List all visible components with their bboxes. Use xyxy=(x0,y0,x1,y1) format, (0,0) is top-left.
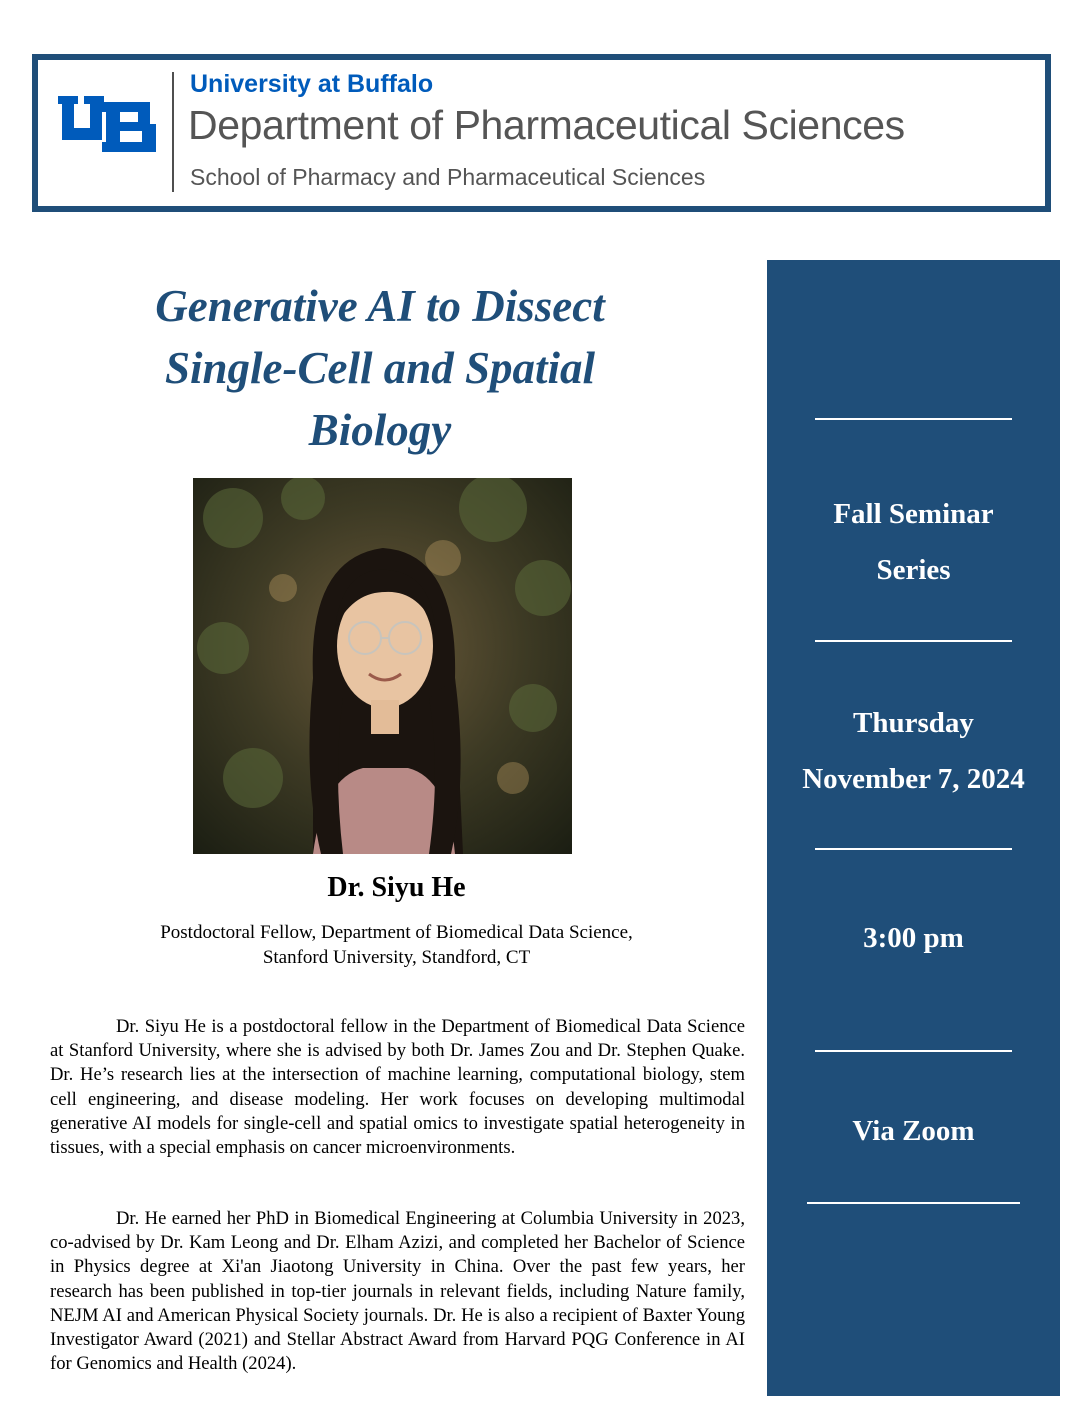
event-time: 3:00 pm xyxy=(863,922,964,954)
speaker-name: Dr. Siyu He xyxy=(327,872,466,903)
event-day: Thursday xyxy=(853,707,974,739)
event-details-sidebar xyxy=(767,260,1060,1396)
event-location: Via Zoom xyxy=(852,1115,975,1147)
ub-logo-icon xyxy=(56,96,162,154)
school-name: School of Pharmacy and Pharmaceutical Sciences xyxy=(190,164,706,190)
sidebar-divider xyxy=(815,418,1012,420)
bio-paragraph-1: Dr. Siyu He is a postdoctoral fellow in the Department of Biomedical Data Science at Stanford University, where she is advised by both Dr. James Zou and Dr. Stephen Quake. Dr. He’s research lies at the intersection of machine learning, computational biology, stem cell engineering, and disease modeling. Her work focuses on developing multimodal generative AI models for single-cell and spatial omics to investigate spatial heterogeneity in tissues, with a special emphasis on cancer microenvironments. xyxy=(50,1016,745,1159)
sidebar-divider xyxy=(815,640,1012,642)
header-divider xyxy=(172,72,174,192)
sidebar-divider xyxy=(807,1202,1020,1204)
department-name: Department of Pharmaceutical Sciences xyxy=(188,102,905,148)
bio-paragraph-2: Dr. He earned her PhD in Biomedical Engineering at Columbia University in 2023, co-advised by Dr. Kam Leong and Dr. Elham Azizi, and completed her Bachelor of Science in Physics degree at Xi'an Jiaotong University in China. Over the past few years, her research has been published in top-tier journals in relevant fields, including Nature family, NEJM AI and American Physical Society journals. Dr. He is also a recipient of Baxter Young Investigator Award (2021) and Stellar Abstract Award from Harvard PQG Conference in AI for Genomics and Health (2024). xyxy=(50,1208,745,1375)
title-line-3: Biology xyxy=(308,405,452,455)
event-full-date: November 7, 2024 xyxy=(802,763,1025,795)
speaker-photo xyxy=(193,478,572,854)
series-name xyxy=(767,486,1060,598)
sidebar-divider xyxy=(815,848,1012,850)
series-line-1: Fall Seminar xyxy=(833,498,994,530)
university-name: University at Buffalo xyxy=(190,70,434,98)
affiliation-line-1: Postdoctoral Fellow, Department of Biomedical Data Science, xyxy=(160,922,633,943)
title-line-1: Generative AI to Dissect xyxy=(155,281,605,331)
title-line-2: Single-Cell and Spatial xyxy=(164,343,596,393)
portrait-image xyxy=(193,478,572,854)
seminar-title xyxy=(100,275,660,461)
speaker-affiliation xyxy=(0,920,793,970)
sidebar-divider xyxy=(815,1050,1012,1052)
event-date xyxy=(767,695,1060,807)
affiliation-line-2: Stanford University, Standford, CT xyxy=(262,947,531,968)
series-line-2: Series xyxy=(876,554,951,586)
department-header xyxy=(32,54,1051,212)
